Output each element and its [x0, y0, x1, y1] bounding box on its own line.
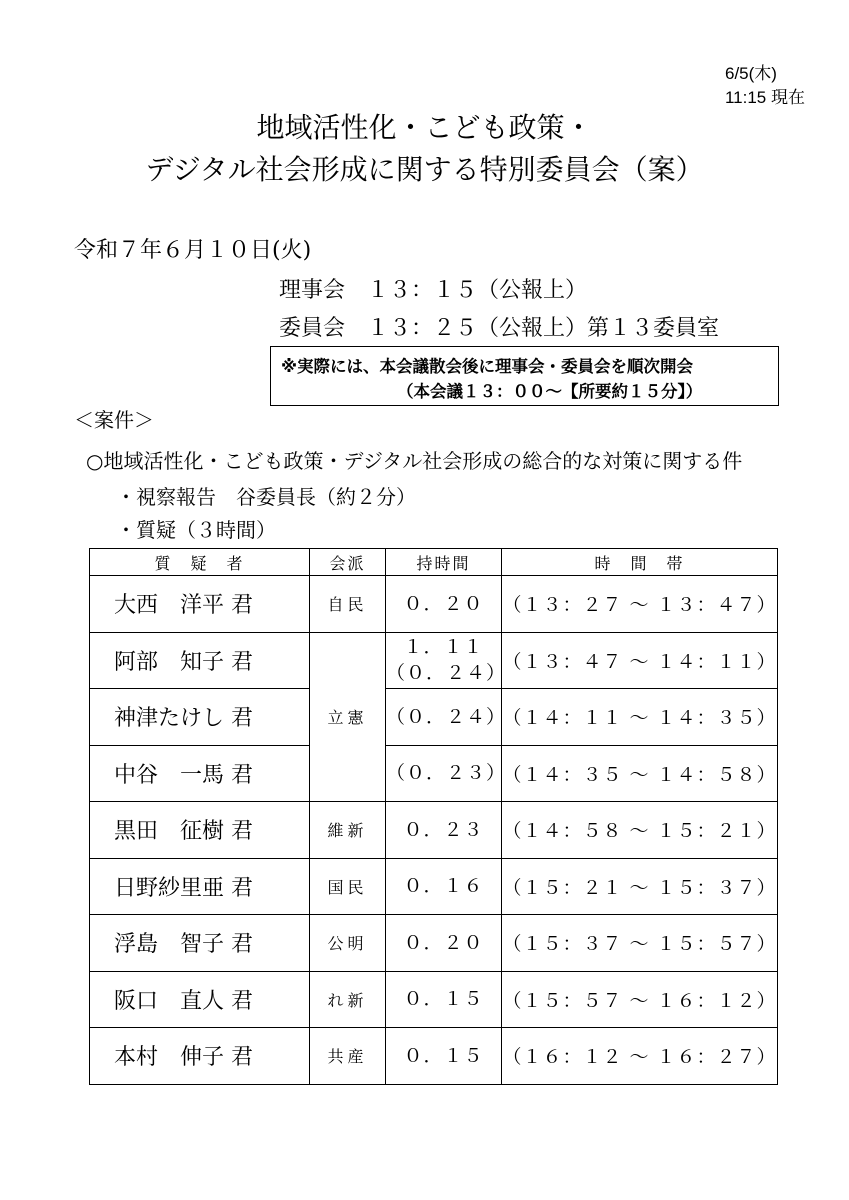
faction: 共産: [310, 1028, 386, 1085]
time-slot: （１３：２７ ～ １３：４７）: [502, 576, 778, 633]
timestamp-block: [725, 62, 805, 110]
table-row: [90, 858, 778, 915]
duration: [386, 632, 507, 689]
agenda-heading: ＜案件＞: [74, 408, 154, 432]
time-slot: （１６：１２ ～ １６：２７）: [502, 1028, 778, 1085]
stamp-date: 6/5(木): [724, 64, 777, 83]
faction: 国民: [310, 858, 386, 915]
duration: ０．２３: [386, 802, 502, 859]
time-slot: （１４：５８ ～ １５：２１）: [502, 802, 778, 859]
questioner-name: 日野紗里亜 君: [90, 858, 310, 915]
duration: ０．２０: [386, 915, 502, 972]
sub-item-questioning: ・質疑（３時間）: [116, 518, 276, 542]
title-line-2: デジタル社会形成に関する特別委員会（案）: [145, 153, 704, 186]
header-questioner: 質 疑 者: [90, 549, 310, 576]
board-meeting-time: 理事会 １３：１５（公報上）: [279, 278, 588, 303]
duration: ０．１５: [386, 971, 502, 1028]
questioner-name: 中谷 一馬 君: [90, 745, 310, 802]
table-row: [90, 971, 778, 1028]
table-row: [90, 745, 778, 802]
questioner-name: 大西 洋平 君: [90, 576, 310, 633]
table-header-row: [90, 549, 778, 576]
time-slot: （１５：３７ ～ １５：５７）: [502, 915, 778, 972]
table-row: [90, 802, 778, 859]
time-slot: （１３：４７ ～ １４：１１）: [502, 632, 778, 689]
faction: れ新: [310, 971, 386, 1028]
time-slot: （１５：２１ ～ １５：３７）: [502, 858, 778, 915]
committee-meeting-time: 委員会 １３：２５（公報上）第１３委員室: [279, 316, 720, 341]
time-slot: （１５：５７ ～ １６：１２）: [502, 971, 778, 1028]
duration: （０．２４）: [386, 689, 502, 746]
faction: 公明: [310, 915, 386, 972]
questioner-name: 神津たけし 君: [90, 689, 310, 746]
questioner-name: 黒田 征樹 君: [90, 802, 310, 859]
duration: （０．２３）: [386, 745, 502, 802]
notice-line-1: ※実際には、本会議散会後に理事会・委員会を順次開会: [281, 357, 694, 376]
table-row: [90, 915, 778, 972]
table-row: [90, 1028, 778, 1085]
duration-own: （０．２４）: [386, 662, 507, 685]
notice-line-2: （本会議１３：００～【所要約１５分】）: [397, 382, 703, 401]
faction: 立憲: [310, 632, 386, 802]
questioner-name: 本村 伸子 君: [90, 1028, 310, 1085]
duration-total: １．１１: [403, 636, 484, 659]
table-row: [90, 689, 778, 746]
questioner-name: 阿部 知子 君: [90, 632, 310, 689]
duration: ０．１６: [386, 858, 502, 915]
notice-box: [270, 346, 779, 406]
questioner-name: 浮島 智子 君: [90, 915, 310, 972]
table-row: [90, 632, 778, 689]
title-line-1: 地域活性化・こども政策・: [256, 111, 593, 144]
table-row: [90, 576, 778, 633]
time-slot: （１４：３５ ～ １４：５８）: [502, 745, 778, 802]
header-time-slot: 時 間 帯: [502, 549, 778, 576]
time-slot: （１４：１１ ～ １４：３５）: [502, 689, 778, 746]
faction: 自民: [310, 576, 386, 633]
meeting-date: 令和７年６月１０日(火): [74, 238, 312, 263]
questioner-name: 阪口 直人 君: [90, 971, 310, 1028]
stamp-time: 11:15 現在: [724, 88, 805, 107]
agenda-item: ○地域活性化・こども政策・デジタル社会形成の総合的な対策に関する件: [86, 449, 743, 473]
duration: ０．２０: [386, 576, 502, 633]
header-faction: 会派: [310, 549, 386, 576]
questioner-table: [89, 548, 778, 1085]
faction: 維新: [310, 802, 386, 859]
duration: ０．１５: [386, 1028, 502, 1085]
header-duration: 持時間: [386, 549, 502, 576]
sub-item-inspection-report: ・視察報告 谷委員長（約２分）: [116, 485, 416, 509]
